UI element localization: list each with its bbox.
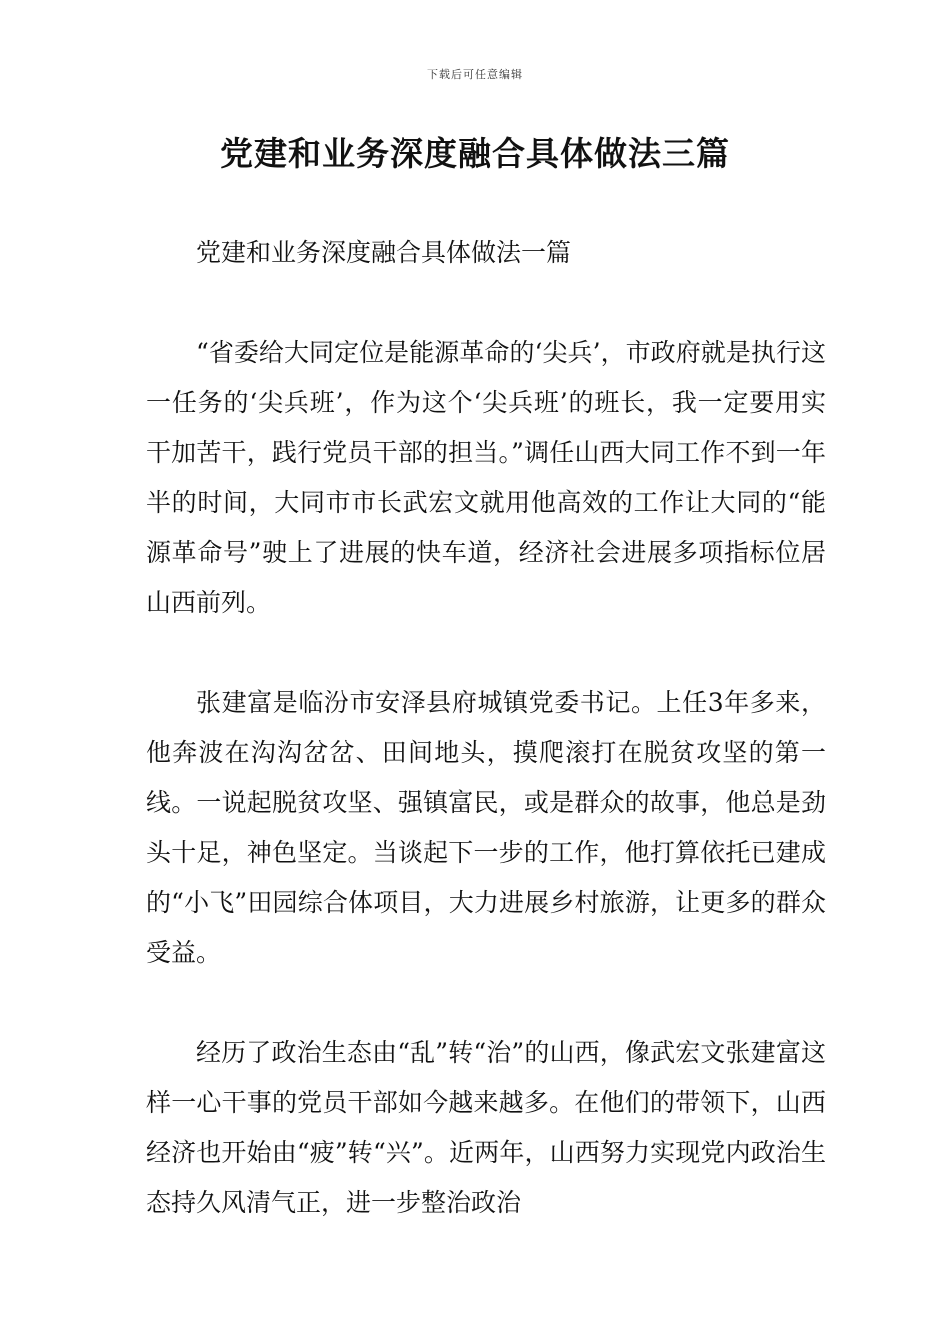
paragraph-1: “省委给大同定位是能源革命的‘尖兵’，市政府就是执行这一任务的‘尖兵班’，作为这个‘尖兵班’的班长，我一定要用实干加苦干，践行党员干部的担当。”调任山西大同工作不到一年半的时间，大同市市长武宏文就用他高效的工作让大同的“能源革命号”驶上了进展的快车道，经济社会进展多项指标位居山西前列。: [146, 338, 826, 617]
document-title: 党建和业务深度融合具体做法三篇: [220, 134, 730, 173]
paragraph-3: 经历了政治生态由“乱”转“治”的山西，像武宏文张建富这样一心干事的党员干部如今越来越多。在他们的带领下，山西经济也开始由“疲”转“兴”。近两年，山西努力实现党内政治生态持久风清气正，进一步整治政治: [146, 1038, 826, 1217]
document-body: [146, 228, 826, 1228]
header-note: 下载后可任意编辑: [427, 68, 523, 81]
section-subheading: 党建和业务深度融合具体做法一篇: [196, 238, 572, 267]
paragraph-2: 张建富是临汾市安泽县府城镇党委书记。上任3年多来，他奔波在沟沟岔岔、田间地头，摸爬滚打在脱贫攻坚的第一线。一说起脱贫攻坚、强镇富民，或是群众的故事，他总是劲头十足，神色坚定。当谈起下一步的工作，他打算依托已建成的“小飞”田园综合体项目，大力进展乡村旅游，让更多的群众受益。: [146, 688, 826, 967]
